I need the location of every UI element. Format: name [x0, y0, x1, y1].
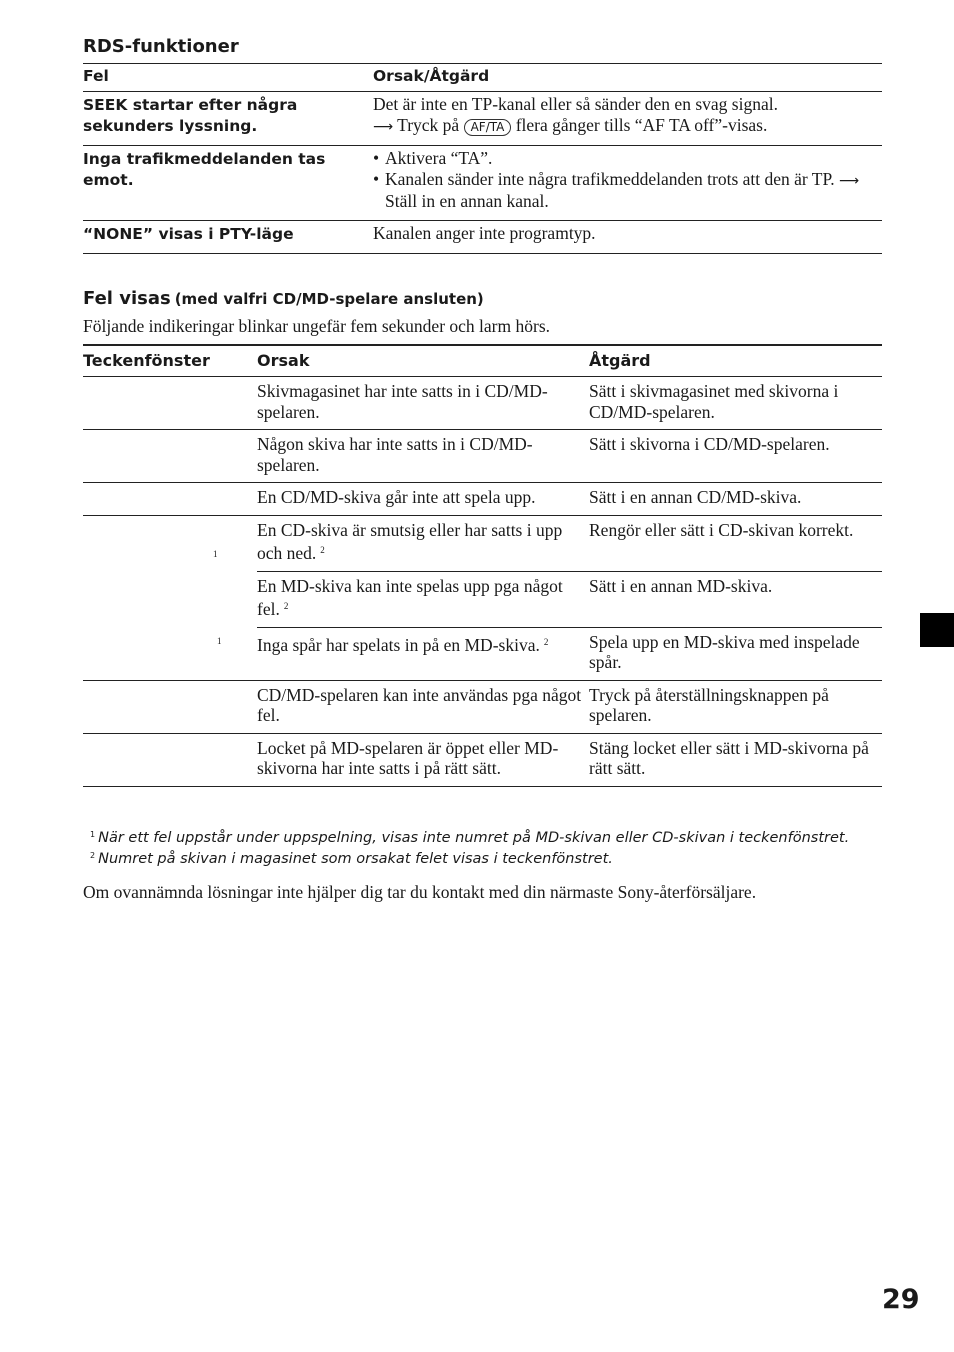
remedy-cell: Sätt i skivmagasinet med skivorna i CD/MD-spelaren. — [589, 377, 882, 430]
table-row — [83, 680, 882, 733]
footnote-marker: 2 — [283, 601, 289, 611]
section-title-main: Fel visas — [83, 288, 171, 309]
display-cell — [83, 377, 257, 430]
rds-remedy-text: flera gånger tills “AF TA off”-visas. — [515, 114, 768, 135]
list-item-text: Aktivera “TA”. — [385, 148, 493, 168]
table-row — [83, 220, 882, 253]
section-title-rds: RDS-funktioner — [83, 36, 239, 57]
remedy-cell: Sätt i en annan MD-skiva. — [589, 571, 882, 627]
display-cell — [83, 627, 257, 680]
footnote-marker: 1 — [213, 548, 218, 559]
display-cell — [83, 483, 257, 516]
display-cell — [83, 430, 257, 483]
table-row — [83, 146, 882, 221]
section-title-sub: (med valfri CD/MD-spelare ansluten) — [174, 290, 484, 308]
cause-cell: En CD/MD-skiva går inte att spela upp. — [257, 483, 589, 516]
table-row — [83, 430, 882, 483]
error-header-cause: Orsak — [257, 345, 589, 377]
remedy-cell: Tryck på återställningsknappen på spelaren. — [589, 680, 882, 733]
table-row — [83, 483, 882, 516]
footnote-number: 2 — [90, 851, 96, 860]
list-item — [373, 148, 882, 169]
cause-cell: Skivmagasinet har inte satts in i CD/MD-spelaren. — [257, 377, 589, 430]
arrow-right-icon: ⟶ — [373, 118, 394, 135]
display-cell — [83, 680, 257, 733]
remedy-cell: Sätt i en annan CD/MD-skiva. — [589, 483, 882, 516]
cause-text: En MD-skiva kan inte spelas upp pga något fel. — [257, 575, 563, 619]
footnotes — [90, 826, 849, 868]
rds-header-cause: Orsak/Åtgärd — [373, 64, 882, 92]
cause-cell: Locket på MD-spelaren är öppet eller MD-skivorna har inte satts i på rätt sätt. — [257, 737, 559, 778]
rds-header-problem: Fel — [83, 64, 373, 92]
rds-cause — [373, 146, 882, 221]
table-row — [83, 627, 882, 680]
error-header-remedy: Åtgärd — [589, 345, 882, 377]
section-intro: Följande indikeringar blinkar ungefär fem sekunder och larm hörs. — [83, 316, 551, 336]
list-item-text-part: Ställ in en annan kanal. — [385, 191, 549, 211]
list-item-text-part: Kanalen sänder inte några trafikmeddelanden trots att den är TP. — [385, 168, 835, 189]
af-ta-button-label: AF/TA — [464, 119, 512, 136]
arrow-right-icon: ⟶ — [839, 172, 860, 189]
cause-text: En CD-skiva är smutsig eller har satts i upp och ned. — [257, 519, 563, 563]
rds-problem: Inga trafikmeddelanden tas emot. — [83, 146, 373, 221]
table-row — [83, 377, 882, 430]
table-row — [83, 515, 882, 571]
bullet-icon: • — [373, 148, 380, 168]
footnote — [90, 847, 849, 868]
footnote-marker: 1 — [217, 636, 222, 646]
list-item — [373, 169, 882, 212]
cause-cell — [257, 627, 589, 680]
error-table — [83, 344, 882, 787]
table-row — [83, 92, 882, 146]
rds-table — [83, 63, 882, 254]
footnote — [90, 826, 849, 847]
page-number: 29 — [882, 1284, 920, 1315]
remedy-cell: Sätt i skivorna i CD/MD-spelaren. — [589, 430, 882, 483]
footnote-text: Numret på skivan i magasinet som orsakat felet visas i teckenfönstret. — [98, 851, 613, 867]
rds-cause-line: Det är inte en TP-kanal eller så sänder den en svag signal. — [373, 94, 778, 114]
remedy-cell: Stäng locket eller sätt i MD-skivorna på rätt sätt. — [589, 737, 869, 778]
list-item-text — [385, 169, 882, 212]
display-cell — [83, 515, 257, 627]
rds-problem: “NONE” visas i PTY-läge — [83, 220, 373, 253]
remedy-cell: Rengör eller sätt i CD-skivan korrekt. — [589, 515, 882, 571]
section-tab-marker — [920, 613, 954, 647]
footnote-number: 1 — [90, 830, 96, 839]
display-cell — [83, 733, 257, 786]
footnote-marker: 2 — [320, 545, 325, 555]
rds-cause — [373, 92, 882, 146]
rds-cause: Kanalen anger inte programtyp. — [373, 220, 882, 253]
cause-cell: Någon skiva har inte satts in i CD/MD-spelaren. — [257, 430, 589, 483]
table-row — [83, 733, 882, 786]
closing-paragraph: Om ovannämnda lösningar inte hjälper dig tar du kontakt med din närmaste Sony-återförsäljare. — [83, 882, 757, 902]
remedy-cell: Spela upp en MD-skiva med inspelade spår. — [589, 627, 882, 680]
section-title-errors — [83, 288, 484, 309]
cause-cell — [257, 515, 589, 571]
error-header-display: Teckenfönster — [83, 345, 257, 377]
rds-remedy-text: Tryck på — [397, 114, 460, 135]
bullet-icon: • — [373, 168, 380, 189]
footnote-text: När ett fel uppstår under uppspelning, visas inte numret på MD-skivan eller CD-skivan i teckenfönstret. — [98, 830, 850, 846]
rds-remedy-line — [373, 115, 882, 138]
footnote-marker: 2 — [543, 636, 549, 647]
cause-cell: CD/MD-spelaren kan inte användas pga något fel. — [257, 680, 589, 733]
cause-text: Inga spår har spelats in på en MD-skiva. — [257, 634, 540, 655]
cause-cell — [257, 571, 589, 627]
rds-problem: SEEK startar efter några sekunders lyssning. — [83, 92, 373, 146]
